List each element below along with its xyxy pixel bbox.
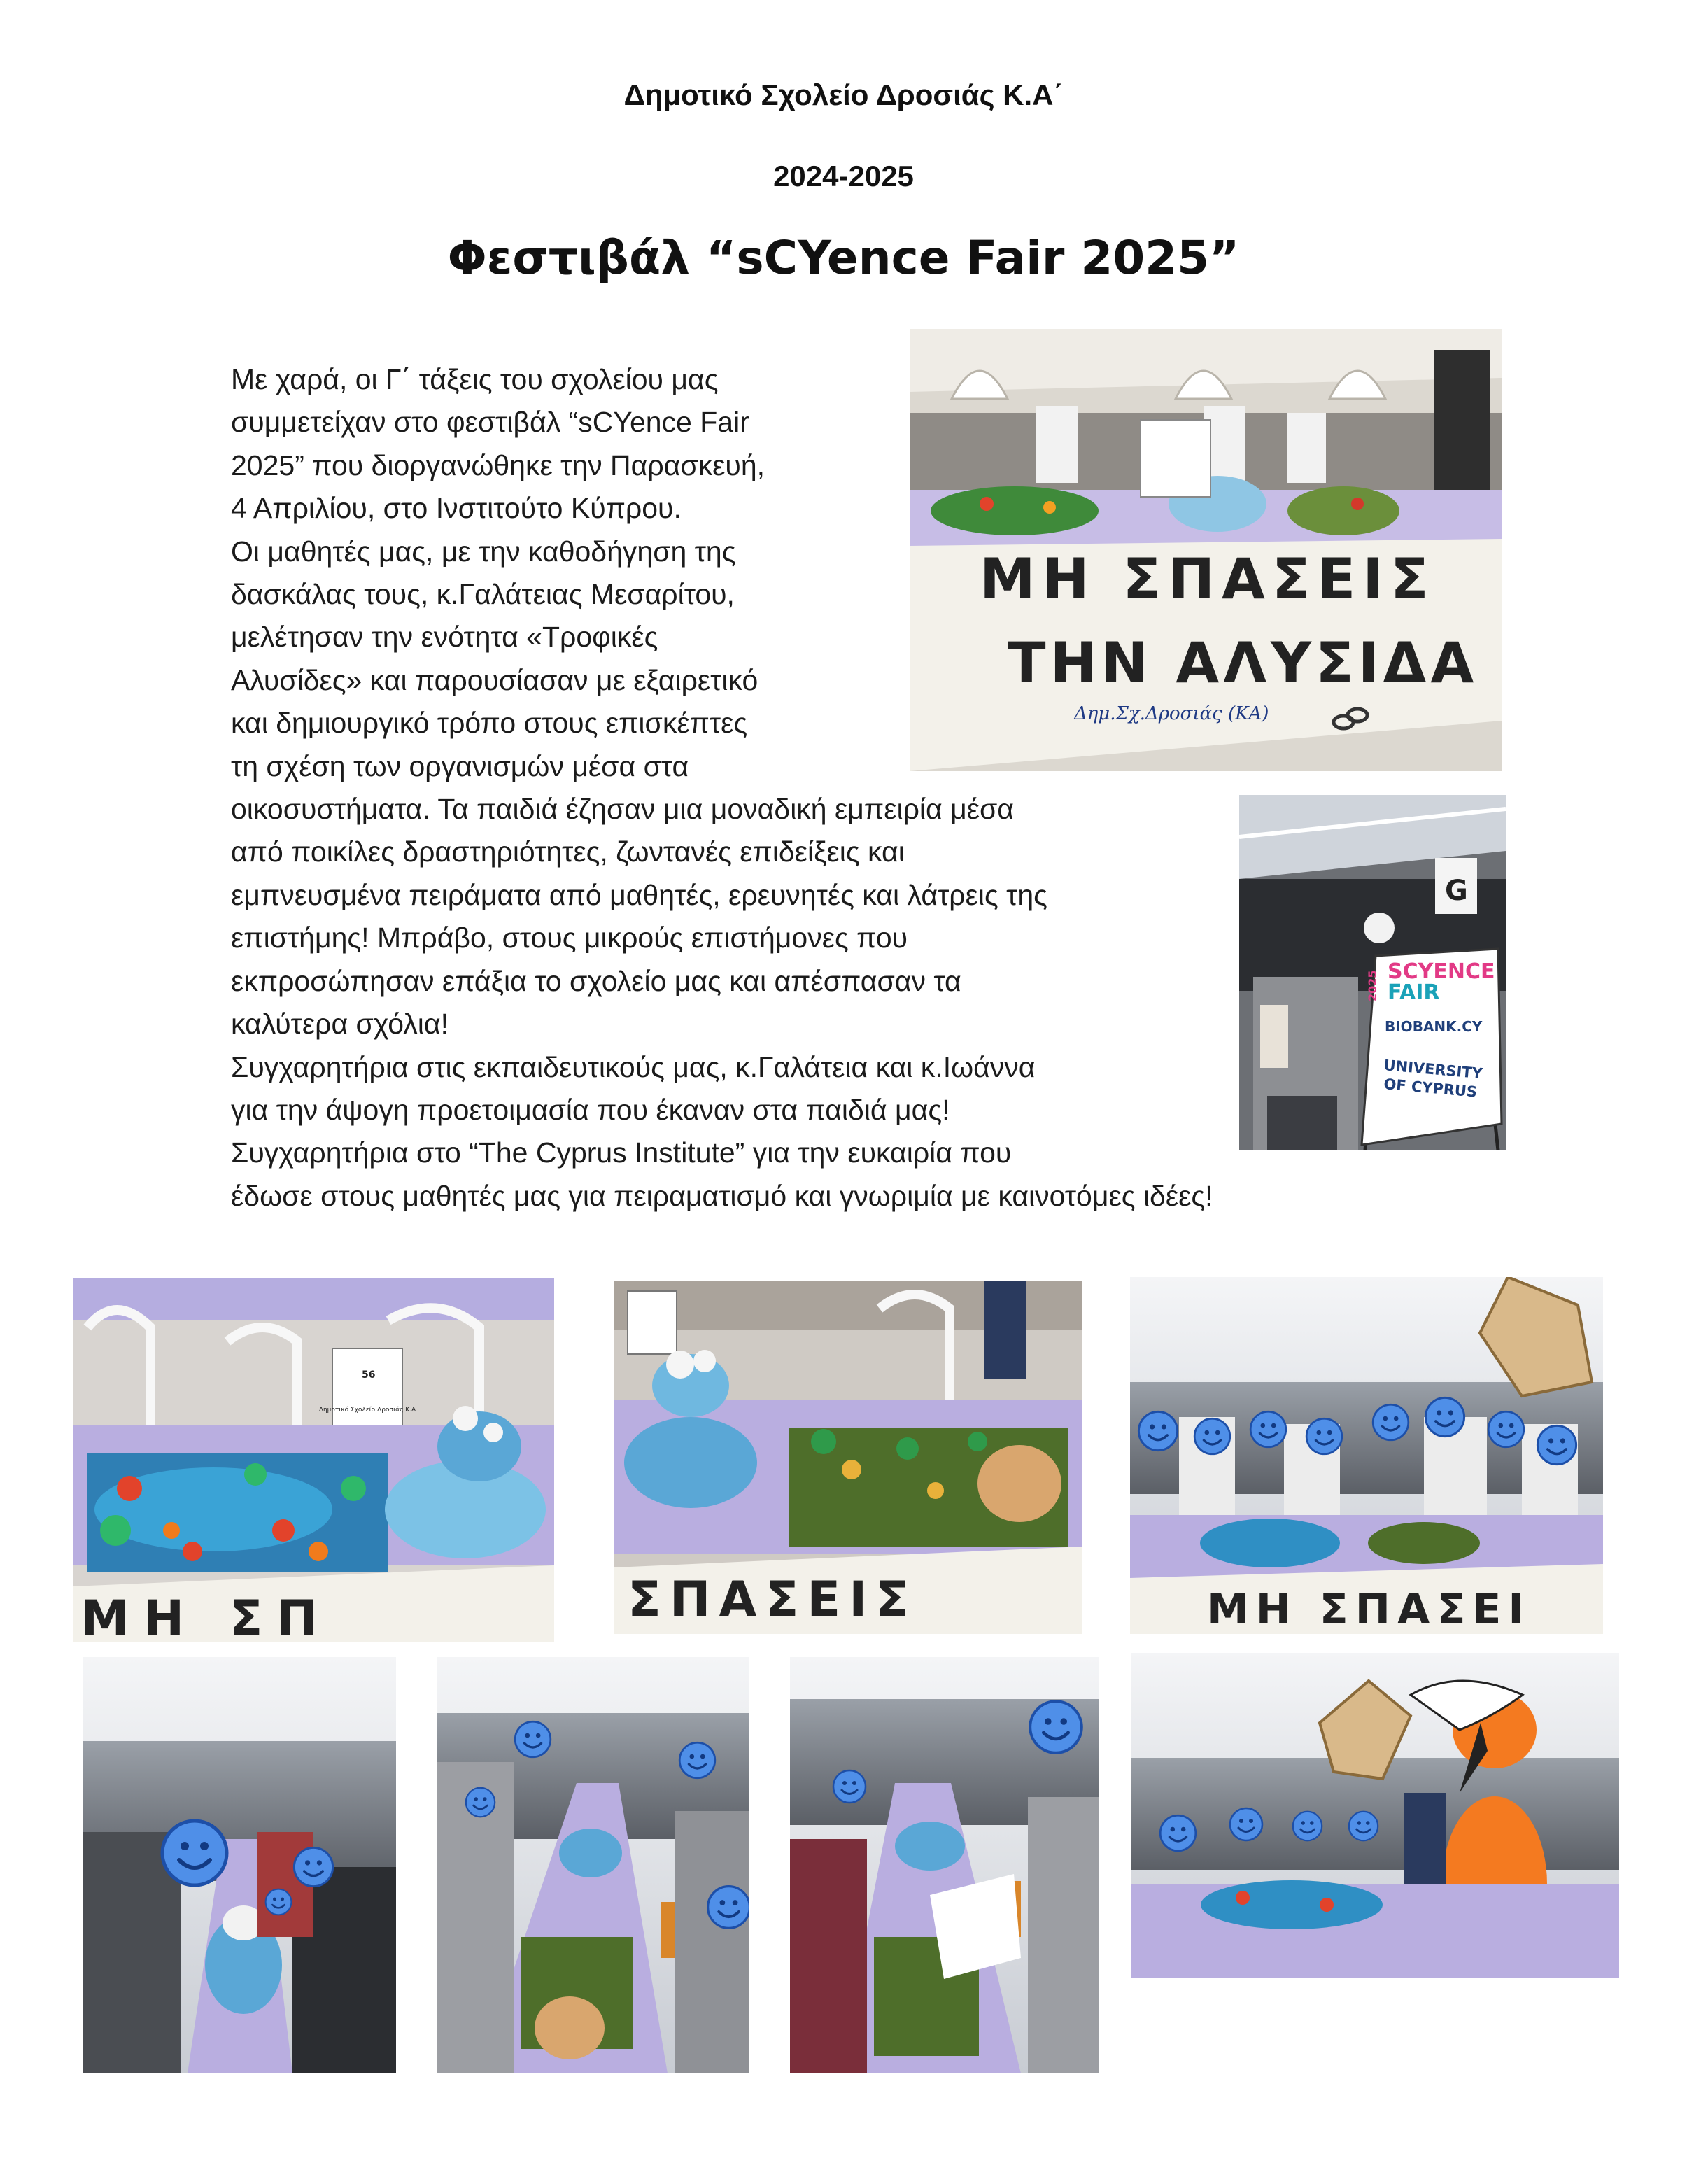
banner-line2: ΤΗΝ ΑΛΥΣΙΔΑ <box>1008 630 1478 696</box>
photo-ocean-diorama <box>73 1278 554 1642</box>
text-line: οικοσυστήματα. Τα παιδιά έζησαν μια μοναδική εμπειρία μέσα <box>231 793 1015 826</box>
school-name: Δημοτικό Σχολείο Δροσιάς Κ.Α΄ <box>623 78 1064 111</box>
photo-mascot <box>1131 1653 1619 1978</box>
sign-sponsor2b: OF CYPRUS <box>1383 1076 1478 1101</box>
text-line: 2025” που διοργανώθηκε την Παρασκευή, <box>231 449 765 481</box>
text-line: Οι μαθητές μας, με την καθοδήγηση της <box>231 535 736 568</box>
photo-kids-right <box>790 1657 1099 2073</box>
text-line: συμμετείχαν στο φεστιβάλ “sCYence Fair <box>231 406 749 439</box>
text-line: για την άψογη προετοιμασία που έκαναν στα παιδιά μας! <box>231 1093 950 1126</box>
card-number: 56 <box>362 1369 376 1381</box>
photo-kids-middle <box>437 1657 749 2073</box>
sign-sponsor1: BIOBANK.CY <box>1385 1018 1483 1035</box>
text-line: Συγχαρητήρια στις εκπαιδευτικούς μας, κ.Γαλάτεια και κ.Ιωάννα <box>231 1050 1036 1083</box>
text-line: 4 Απριλίου, στο Ινστιτούτο Κύπρου. <box>231 492 682 525</box>
text-line: καλύτερα σχόλια! <box>231 1008 449 1041</box>
banner-line1: ΜΗ ΣΠΑΣΕΙΣ <box>980 547 1436 612</box>
text-line: εκπροσώπησαν επάξια το σχολείο μας και απέσπασαν τα <box>231 964 961 997</box>
text-line: Αλυσίδες» και παρουσίασαν με εξαιρετικό <box>231 663 758 696</box>
card-school: Δημοτικό Σχολείο Δροσιάς Κ.Α <box>318 1407 416 1414</box>
sign-sponsor2a: UNIVERSITY <box>1383 1057 1483 1083</box>
sign-brand2: FAIR <box>1388 980 1440 1005</box>
photo-fair-sign <box>1239 795 1506 1150</box>
banner-crop-3: ΜΗ ΣΠΑΣΕΙ <box>1207 1585 1531 1634</box>
banner-crop-1: ΜΗ ΣΠ <box>80 1590 332 1642</box>
text-line: έδωσε στους μαθητές μας για πειραματισμό και γνωριμία με καινοτόμες ιδέες! <box>231 1179 1213 1212</box>
school-year: 2024-2025 <box>773 160 914 192</box>
text-line: επιστήμης! Μπράβο, στους μικρούς επιστήμονες που <box>231 922 908 954</box>
text-line: Συγχαρητήρια στο “The Cyprus Institute” για την ευκαιρία που <box>231 1136 1012 1169</box>
tent-letter: G <box>1445 875 1468 907</box>
photo-kids-left <box>83 1657 396 2073</box>
sign-brand1: SCYENCE <box>1388 959 1495 984</box>
page-title: Φεστιβάλ “sCYence Fair 2025” <box>447 231 1240 285</box>
text-line: Με χαρά, οι Γ΄ τάξεις του σχολείου μας <box>231 363 719 395</box>
text-line: μελέτησαν την ενότητα «Τροφικές <box>231 621 658 654</box>
photo-land-diorama <box>614 1281 1082 1634</box>
text-line: από ποικίλες δραστηριότητες, ζωντανές επιδείξεις και <box>231 836 905 868</box>
text-line: εμπνευσμένα πειράματα από μαθητές, ερευνητές και λάτρεις της <box>231 878 1047 911</box>
banner-crop-2: ΣΠΑΣΕΙΣ <box>628 1571 918 1628</box>
text-line: τη σχέση των οργανισμών μέσα στα <box>231 749 689 782</box>
text-line: δασκάλας τους, κ.Γαλάτειας Μεσαρίτου, <box>231 578 735 611</box>
photo-kids-table <box>1130 1277 1603 1634</box>
photo-banner-table <box>910 329 1502 771</box>
sign-year: 2025 <box>1366 970 1379 1001</box>
banner-line3: Δημ.Σχ.Δροσιάς (ΚΑ) <box>1074 703 1269 724</box>
text-line: και δημιουργικό τρόπο στους επισκέπτες <box>231 707 748 740</box>
